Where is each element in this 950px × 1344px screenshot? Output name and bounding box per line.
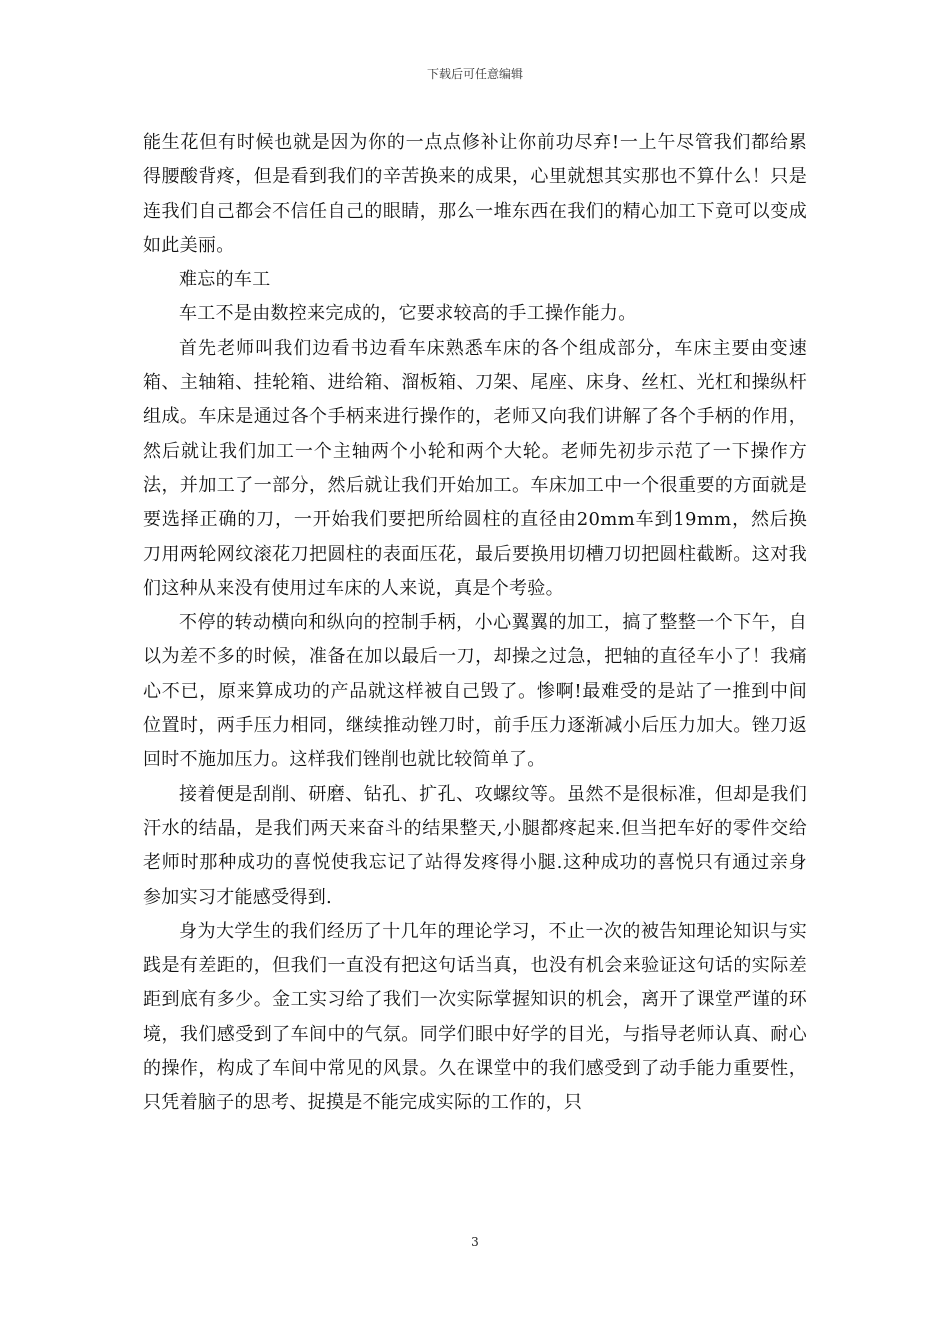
- paragraph: 接着便是刮削、研磨、钻孔、扩孔、攻螺纹等。虽然不是很标准，但却是我们汗水的结晶，是我们两天来奋斗的结果整天,小腿都疼起来.但当把车好的零件交给老师时那种成功的喜悦使我忘记了站得发疼得小腿.这种成功的喜悦只有通过亲身参加实习才能感受得到.: [143, 783, 807, 908]
- section-heading: 难忘的车工: [179, 269, 271, 291]
- paragraph-continuation: 能生花但有时候也就是因为你的一点点修补让你前功尽弃!一上午尽管我们都给累得腰酸背疼，但是看到我们的辛苦换来的成果，心里就想其实那也不算什么！只是连我们自己都会不信任自己的眼睛，那么一堆东西在我们的精心加工下竟可以变成如此美丽。: [143, 132, 807, 256]
- paragraph: 不停的转动横向和纵向的控制手柄，小心翼翼的加工，搞了整整一个下午，自以为差不多的时候，准备在加以最后一刀，却操之过急，把轴的直径车小了！我痛心不已，原来算成功的产品就这样被自己毁了。惨啊!最难受的是站了一推到中间位置时，两手压力相同，继续推动锉刀时，前手压力逐渐减小后压力加大。锉刀返回时不施加压力。这样我们锉削也就比较简单了。: [143, 612, 807, 771]
- page-number: 3: [471, 1235, 479, 1249]
- paragraph: 车工不是由数控来完成的，它要求较高的手工操作能力。: [179, 303, 637, 325]
- document-body: [143, 126, 807, 1121]
- paragraph: 首先老师叫我们边看书边看车床熟悉车床的各个组成部分，车床主要由变速箱、主轴箱、挂轮箱、进给箱、溜板箱、刀架、尾座、床身、丝杠、光杠和操纵杆组成。车床是通过各个手柄来进行操作的，老师又向我们讲解了各个手柄的作用，然后就让我们加工一个主轴两个小轮和两个大轮。老师先初步示范了一下操作方法，并加工了一部分，然后就让我们开始加工。车床加工中一个很重要的方面就是要选择正确的刀，一开始我们要把所给圆柱的直径由20mm车到19mm，然后换刀用两轮网纹滚花刀把圆柱的表面压花，最后要换用切槽刀切把圆柱截断。这对我们这种从来没有使用过车床的人来说，真是个考验。: [143, 337, 807, 599]
- page-header: 下载后可任意编辑: [426, 67, 523, 81]
- paragraph: 身为大学生的我们经历了十几年的理论学习，不止一次的被告知理论知识与实践是有差距的，但我们一直没有把这句话当真，也没有机会来验证这句话的实际差距到底有多少。金工实习给了我们一次实际掌握知识的机会，离开了课堂严谨的环境，我们感受到了车间中的气氛。同学们眼中好学的目光，与指导老师认真、耐心的操作，构成了车间中常见的风景。久在课堂中的我们感受到了动手能力重要性，只凭着脑子的思考、捉摸是不能完成实际的工作的，只: [143, 920, 807, 1114]
